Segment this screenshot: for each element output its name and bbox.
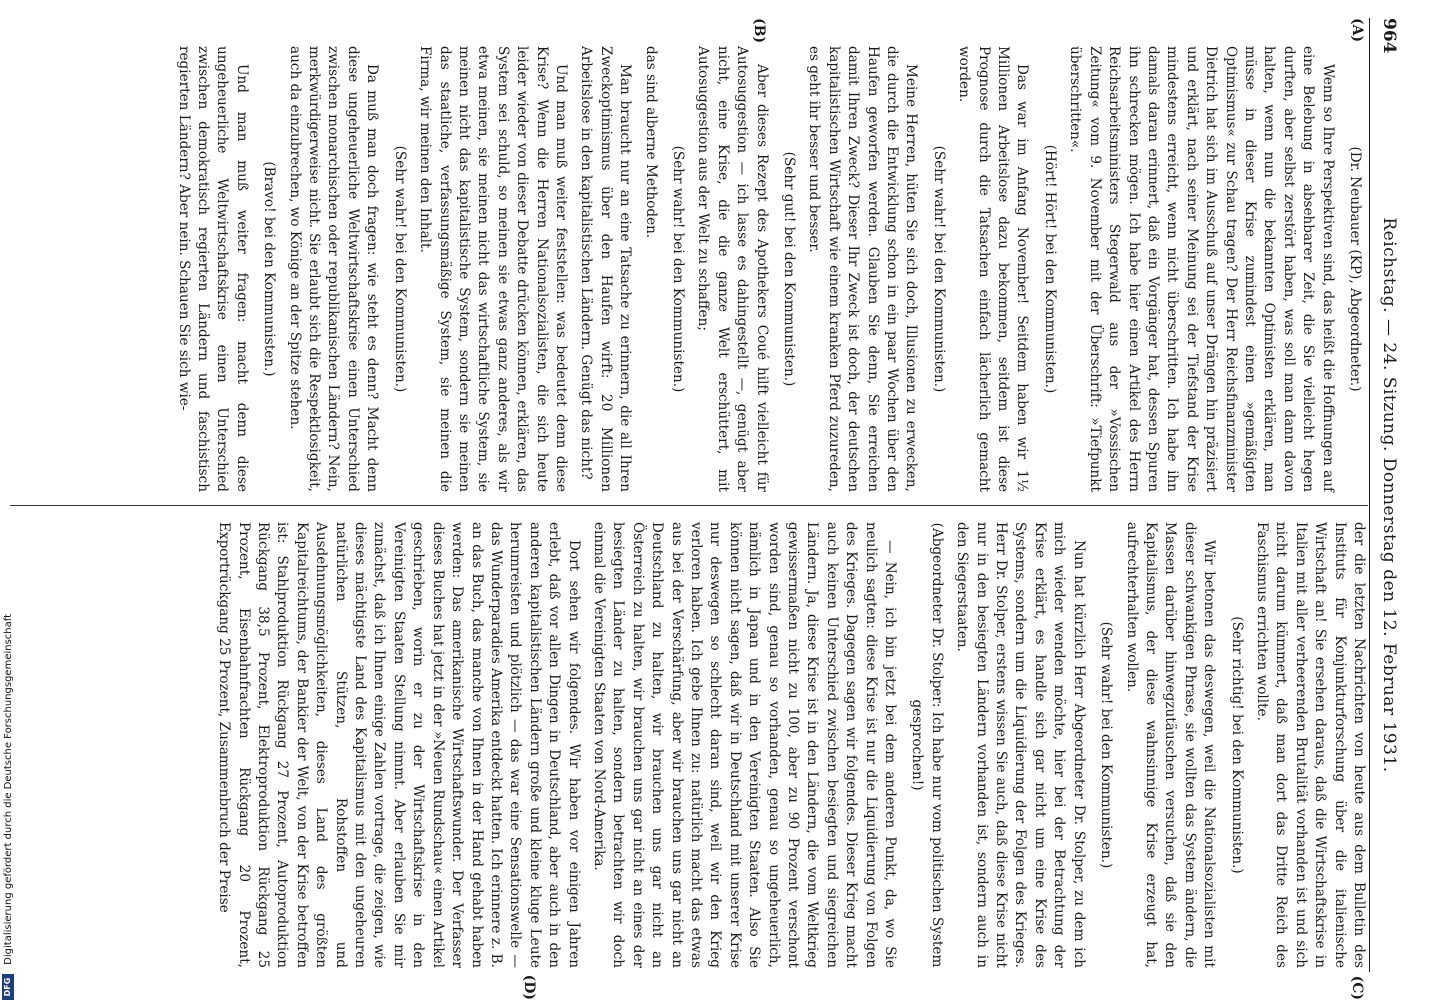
paragraph: Da muß man doch fragen: wie steht es denn? Macht denn diese ungeheuerliche Weltwirtschaftskrise einen Unterschied zwischen monarchischen oder republikanischen Ländern? Nein, merkwürdigerweise nicht. Sie erlaubt sich die Respektlosigkeit, auch da einzubrechen, wo Könige an der Spitze stehen. (286, 46, 381, 492)
interjection: (Abgeordneter Dr. Stolper: Ich habe nur vom politischen System gesprochen!) (909, 522, 945, 968)
interjection: (Sehr wahr! bei den Kommunisten.) (930, 145, 947, 393)
column-divider (10, 505, 1368, 506)
paragraph: der die letzten Nachrichten von heute aus dem Bulletin des Instituts für Konjunkturforschung über die italienische Wirtschaft an! Sie ersehen daraus, daß die Wirtschaftskrise in Italien mit aller verheerenden Brutalität vorhanden ist und sich nicht darum kümmert, daß man dort das Dritte Reich des Faschismus errichten wollte. (1253, 522, 1367, 968)
interjection: (Sehr richtig! bei den Kommunisten.) (1228, 616, 1245, 874)
margin-marker-d: (D) (521, 974, 537, 1000)
credit-text: Digitalisierung gefördert durch die Deutsche Forschungsgemeinschaft (3, 613, 14, 965)
interjection: (Sehr wahr! bei den Kommunisten.) (1098, 621, 1115, 869)
paragraph: Dort sehen wir folgendes. Wir haben vor einigen Jahren erlebt, daß vor allen Dingen in Deutschland, aber auch in den anderen kapitalistischen Ländern große und kleine kluge Leute herumreisten und plötzlich — das war eine Sensationswelle — das Wunderparadies Amerika entdeckt hatten. Ich erinnere z. B. an das Buch, das manche von Ihnen in der Hand gehabt haben werden: Das amerikanische Wirtschaftswunder. Der Verfasser dieses Buches hat jetzt in der »Neuen Rundschau« einen Artikel geschrieben, worin er zu der Wirtschaftskrise in den Vereinigten Staaten Stellung nimmt. Aber erlauben Sie mir zunächst, daß ich Ihnen einige Zahlen vortrage, die zeigen, wie dieses mächtigste Land des Kapitalismus mit den ungeheuren natürlichen Stützen, Rohstoffen und Ausdehnungsmöglichkeiten, dieses Land des größten Kapitalreichtums, der Bankier der Welt, von der Krise betroffen ist: Stahlproduktion Rückgang 27 Prozent, Autoproduktion Rückgang 38,5 Prozent, Elektroproduktion Rückgang 25 Prozent, Eisenbahnfrachten Rückgang 20 Prozent, Exportrückgang 25 Prozent, Zusammenbruch der Preise (216, 522, 582, 968)
text-columns (10, 18, 1368, 1000)
paragraph: Wir betonen das deswegen, weil die Nationalsozialisten mit dieser schwankigen Phrase, sie wollten das System ändern, die Massen darüber hinwegzutäuschen versuchen, daß sie den Kapitalismus, der diese wahnsinnige Krise erzeugt hat, aufrechterhalten wollen. (1123, 522, 1218, 968)
interjection: (Bravo! bei den Kommunisten.) (261, 161, 278, 377)
right-column (10, 522, 1368, 1000)
interjection: (Sehr wahr! bei den Kommunisten.) (391, 145, 408, 393)
interjection: (Sehr gut! bei den Kommunisten.) (781, 151, 798, 387)
margin-marker-c: (C) (1349, 975, 1365, 1000)
paragraph: Aber dieses Rezept des Apothekers Coué hilft vielleicht für Autosuggestion — ich lasse es dahingestellt —, genügt aber nicht, eine Krise, die die ganze Welt erschüttert, mit Autosuggestion aus der Welt zu schaffen; (695, 46, 770, 492)
digitization-credit (2, 0, 16, 1000)
margin-marker-b: (B) (751, 18, 767, 44)
paragraph: Und man muß weiter fragen: macht denn diese ungeheuerliche Weltwirtschaftskrise einen Unterschied zwischen demokratisch regierten Ländern und faschistisch regierten Ländern? Aber nein. Schauen Sie sich wie- (175, 46, 250, 492)
margin-marker-a: (A) (1349, 18, 1365, 43)
page-title: Reichstag. — 24. Sitzung. Donnerstag den 12. Februar 1931. (1379, 217, 1399, 773)
running-head (1369, 18, 1408, 972)
paragraph: Und man muß weiter feststellen: was bedeutet denn diese Krise? Wenn die Herren Nationalsozialisten, die sich heute leider wieder von dieser Debatte drücken können, erklären, das System sei schuld, so meinen sie etwas ganz anderes, als wir etwa meinen, sie meinen nicht das wirtschaftliche System, sie meinen nicht das kapitalistische System, sondern sie meinen das staatliche, verfassungsmäßige System, sie meinen die Firma, wir meinen den Inhalt. (417, 46, 569, 492)
page-number: 964 (1379, 18, 1399, 54)
paragraph: Wenn so Ihre Perspektiven sind, das heißt die Hoffnungen auf eine Belebung in absehbarer Zeit, die Sie vielleicht hegen durften, aber selbst zerstört haben, was soll man dann davon halten, wenn nun die bekannten Optimisten erklären, man müsse in dieser Krise zumindest einen »gemäßigten Optimismus« zur Schau tragen? Der Herr Reichsfinanzminister Dietrich hat sich im Ausschuß auf unser Drängen hin präzisiert und erklärt, nach seiner Meinung sei der Tiefstand der Krise mindestens erreicht, wenn nicht überschritten. Ich habe ihn damals daran erinnert, daß ein Vorgänger hat, dessen Spuren ihn schrecken mögen. Ich habe hier einen Artikel des Herrn Reichsarbeitsministers Stegerwald aus der »Vossischen Zeitung« vom 9. November mit der Überschrift: »Tiefpunkt überschritten«. (1067, 46, 1336, 492)
dfg-logo: DFG (2, 974, 14, 1000)
interjection: (Sehr wahr! bei den Kommunisten.) (670, 145, 686, 393)
paragraph: Das war im Anfang November! Seitdem haben wir 1½ Millionen Arbeitslose dazu bekommen, seitdem ist diese Prognose durch die Tatsachen einfach lächerlich gemacht worden. (956, 46, 1031, 492)
paragraph: Man braucht nur an eine Tatsache zu erinnern, die all Ihren Zweckoptimismus über den Haufen wirft: 20 Millionen Arbeitslose in den kapitalistischen Ländern. Genügt das nicht? (578, 46, 634, 492)
interjection: (Hört! Hört! bei den Kommunisten.) (1041, 144, 1058, 394)
paragraph: das sind albernе Methoden. (642, 46, 659, 239)
left-column (10, 18, 1368, 492)
paragraph: — Nein, ich bin jetzt bei dem anderen Punkt, da, wo Sie neulich sagten: diese Krise ist nur die Liquidierung von Folgen des Krieges. Dagegen sagen wir folgendes. Dieser Krieg macht auch keinen Unterschied zwischen besiegten und siegreichen Ländern. Ja, diese Krise ist in den Ländern, die vom Weltkrieg gewissermaßen nicht zu 100, aber zu 90 Prozent verschont worden sind, genau so vorhanden, genau so ungeheuerlich, nämlich in Japan und in den Vereinigten Staaten. Also Sie können nicht sagen, daß wir in Deutschland mit unserer Krise nur deswegen so schlecht daran sind, weil wir den Krieg verloren haben. Ich gebe Ihnen zu: natürlich macht das etwas aus bei der Verschärfung, aber wir brauchen uns gar nicht an Deutschland zu halten, wir brauchen uns gar nicht an Österreich zu halten, wir brauchen uns gar nicht an eines der besiegten Länder zu halten, sondern betrachten wir doch einmal die Vereinigten Staaten von Nord-Amerika. (590, 522, 899, 968)
speaker-label: (Dr. Neubauer (KP), Abgeordneter.) (1347, 146, 1363, 392)
paragraph: Meine Herren, hüten Sie sich doch, Illusionen zu erwecken, die durch die Entwicklung schon in ein paar Wochen über den Haufen geworfen werden. Glauben Sie denn, Sie erreichen damit Ihren Zweck? Dieser Ihr Zweck ist doch, der deutschen kapitalistischen Wirtschaft wie einem kranken Pferd zuzureden, es geht ihr besser und besser. (806, 46, 920, 492)
paragraph: Nun hat kürzlich Herr Abgeordneter Dr. Stolper, zu dem ich mich wieder wenden möchte, hier bei der Betrachtung der Krise erklärt, es handle sich gar nicht um eine Krise des Systems, sondern um die Liquidierung der Folgen des Krieges. Herr Dr. Stolper, erstens wissen Sie auch, daß diese Krise nicht nur in den besiegten Ländern vorhanden ist, sondern auch in den Siegerstaaten. (954, 522, 1087, 968)
